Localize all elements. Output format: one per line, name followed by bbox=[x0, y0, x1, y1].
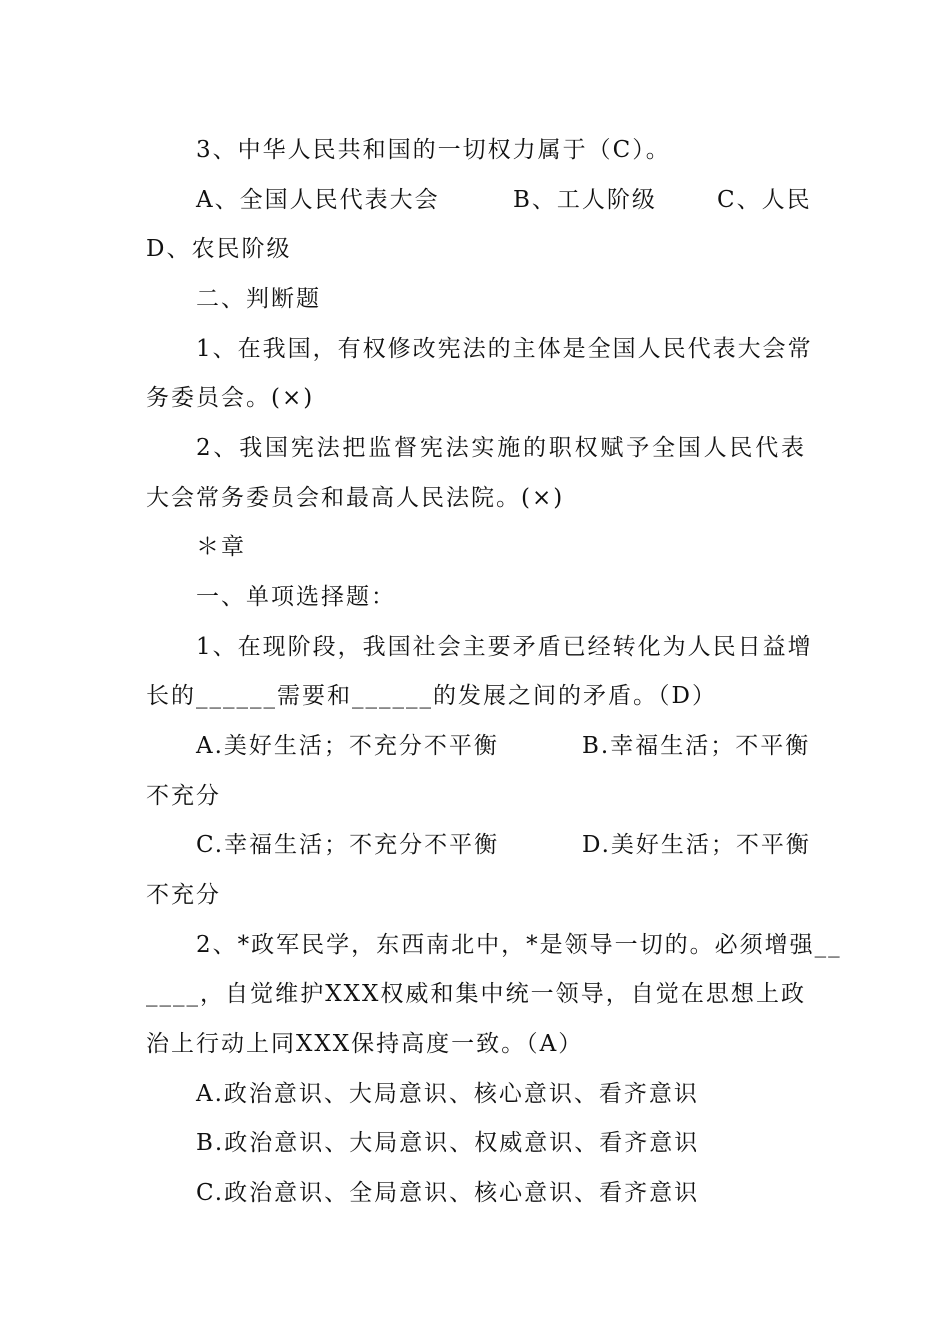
choice-1-option-d: D.美好生活；不平衡 bbox=[582, 832, 811, 858]
choice-1-option-c: C.幸福生活；不充分不平衡 bbox=[196, 832, 500, 858]
section-heading-judgment: 二、判断题 bbox=[196, 286, 321, 312]
section-heading-single-choice: 一、单项选择题： bbox=[196, 584, 396, 610]
choice-2-option-a: A.政治意识、大局意识、核心意识、看齐意识 bbox=[196, 1081, 699, 1107]
question-3-stem: 3、中华人民共和国的一切权力属于（C）。 bbox=[196, 137, 671, 163]
choice-2-stem-line-3: 治上行动上同XXX保持高度一致。（A） bbox=[146, 1031, 584, 1057]
choice-1-option-b: B.幸福生活；不平衡 bbox=[582, 733, 811, 759]
chapter-heading: ＊章 bbox=[196, 534, 246, 560]
judgment-2-line-2: 大会常务委员会和最高人民法院。(×) bbox=[146, 485, 565, 511]
choice-1-option-d-cont: 不充分 bbox=[146, 882, 221, 908]
choice-1-stem-line-2: 长的______需要和______的发展之间的矛盾。（D） bbox=[146, 683, 717, 709]
question-3-option-b: B、工人阶级 bbox=[513, 187, 657, 213]
choice-2-stem-line-2: ____，自觉维护XXX权威和集中统一领导，自觉在思想上政 bbox=[146, 981, 806, 1007]
question-3-option-c: C、人民 bbox=[717, 187, 812, 213]
choice-2-option-c: C.政治意识、全局意识、核心意识、看齐意识 bbox=[196, 1180, 700, 1206]
choice-1-stem-line-1: 1、在现阶段，我国社会主要矛盾已经转化为人民日益增 bbox=[196, 634, 813, 660]
choice-1-option-a: A.美好生活；不充分不平衡 bbox=[196, 733, 499, 759]
choice-1-option-b-cont: 不充分 bbox=[146, 783, 221, 809]
judgment-1-line-1: 1、在我国，有权修改宪法的主体是全国人民代表大会常 bbox=[196, 336, 813, 362]
choice-2-stem-line-1: 2、*政军民学，东西南北中，*是领导一切的。必须增强__ bbox=[196, 932, 842, 958]
choice-2-option-b: B.政治意识、大局意识、权威意识、看齐意识 bbox=[196, 1130, 700, 1156]
judgment-2-line-1: 2、我国宪法把监督宪法实施的职权赋予全国人民代表 bbox=[196, 435, 806, 461]
judgment-1-line-2: 务委员会。(×) bbox=[146, 385, 315, 411]
question-3-option-a: A、全国人民代表大会 bbox=[196, 187, 440, 213]
question-3-option-d: D、农民阶级 bbox=[146, 236, 292, 262]
